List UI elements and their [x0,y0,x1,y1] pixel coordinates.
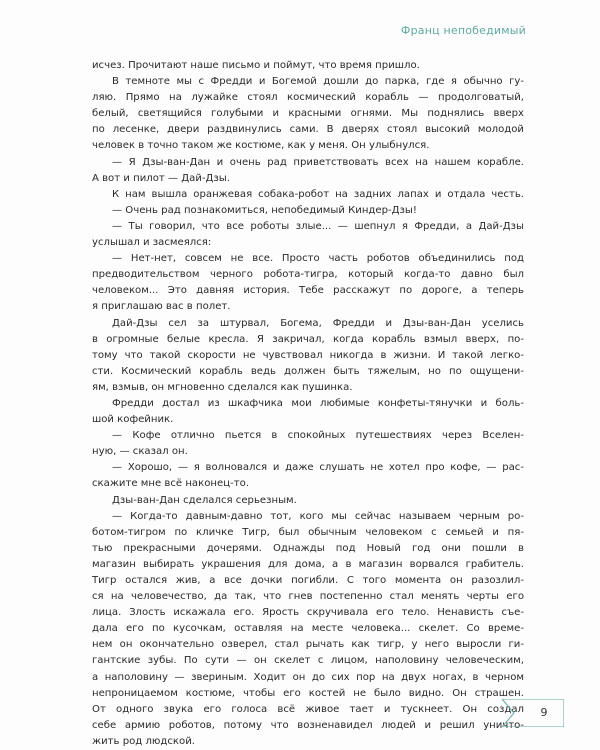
text-line: дала его по кусочкам, оставляя на месте человека... скелет. Со време- [92,623,524,635]
text-line: сти. Космический корабль ведь должен быть тяжелым, но по ощущени- [92,365,524,377]
text-line: — Ты говорил, что все роботы злые... — шепнул я Фредди, а Дай-Дзы [112,220,524,232]
text-line: ся на человечество, да так, что гнев постепенно стал менять черты его [92,591,524,603]
text-line: ботом-тигром по кличке Тигр, был обычным человеком с семьей и пя- [92,526,524,538]
text-line: — Нет-нет, совсем не все. Просто часть роботов объединились под [112,253,524,265]
text-line: скажите мне всё наконец-то. [92,478,249,490]
text-line: — Когда-то давным-давно тот, кого мы сейчас называем черным ро- [112,510,524,522]
text-line: Дай-Дзы сел за штурвал, Богема, Фредди и Дзы-ван-Дан уселись [112,317,524,329]
text-line: Тигр остался жив, а все дочки погибли. С того момента он разозлил- [92,575,524,586]
text-line: ям, взмыв, он мгновенно сделался как пушинка. [92,381,353,393]
text-line: себе армию роботов, потому что возненавидел людей и решил уничто- [92,719,524,731]
text-line: — Кофе отлично пьется в спокойных путешествиях через Вселен- [112,430,524,442]
text-line: ляю. Прямо на лужайке стоял космический корабль — продолговатый, [92,92,524,104]
text-line: непроницаемом костюме, чтобы его костей не было видно. Он страшен. [92,687,524,699]
text-line: тому что такой скорости не чувствовал никогда в жизни. И такой легко- [92,349,524,361]
text-line: шой кофейник. [92,414,174,426]
text-line: — Хорошо, — я волновался и даже слушать не хотел про кофе, — рас- [112,462,524,474]
text-line: ную, — сказал он. [92,446,188,458]
text-line: В темноте мы с Фредди и Богемой дошли до парка, где я обычно гу- [112,76,524,88]
text-line: лица. Злость искажала его. Ярость скручивала его тело. Ненависть съе- [92,607,524,619]
text-line: Фредди достал из шкафчика мои любимые конфеты-тянучки и боль- [112,397,524,409]
running-head-title: Франц непобедимый [400,24,526,37]
text-line: А вот и пилот — Дай-Дзы. [92,172,230,184]
text-line: исчез. Прочитают наше письмо и поймут, что время пришло. [92,60,420,71]
text-line: в огромные белые кресла. Я закричал, когда корабль взмыл вверх, по- [92,333,524,345]
text-line: тью прекрасными дочерями. Однажды под Новый год они пошли в [92,542,524,554]
text-line: — Очень рад познакомиться, непобедимый Киндер-Дзы! [112,204,417,216]
text-line: Дзы-ван-Дан сделался серьезным. [112,494,297,506]
text-line: жить род людской. [92,735,195,747]
body-text [92,58,524,750]
text-line: человек в точно таком же костюме, как у меня. Он улыбнулся. [92,140,430,152]
page-number-tab [502,699,564,727]
text-line: К нам вышла оранжевая собака-робот на задних лапах и отдала честь. [112,188,524,200]
text-line: — Я Дзы-ван-Дан и очень рад приветствовать всех на нашем корабле. [112,156,524,168]
text-line: человеком... Это давняя история. Тебе расскажут по дороге, а теперь [92,285,524,297]
text-line: нем он окончательно озверел, стал рычать как тигр, у него выросли ги- [92,639,524,651]
text-line: магазин выбирать украшения для дома, а в магазин ворвался грабитель. [92,558,524,570]
text-line: белый, светящийся голубыми и красными огнями. Мы поднялись вверх [92,108,524,120]
page-number: 9 [540,706,548,719]
text-line: я приглашаю вас в полет. [92,301,231,313]
text-line: услышал и засмеялся: [92,237,212,249]
text-line: предводительством черного робота-тигра, который когда-то давно был [92,269,524,281]
text-line: по лесенке, двери раздвинулись сами. В дверях стоял высокий молодой [92,124,524,136]
text-line: гантские зубы. По сути — он скелет с лицом, наполовину человеческим, [92,655,524,667]
text-line: а наполовину — звериным. Ходит он до сих пор на двух ногах, в черном [92,671,524,683]
text-line: От одного звука его голоса всё живое тает и тускнеет. Он создал [92,703,524,715]
